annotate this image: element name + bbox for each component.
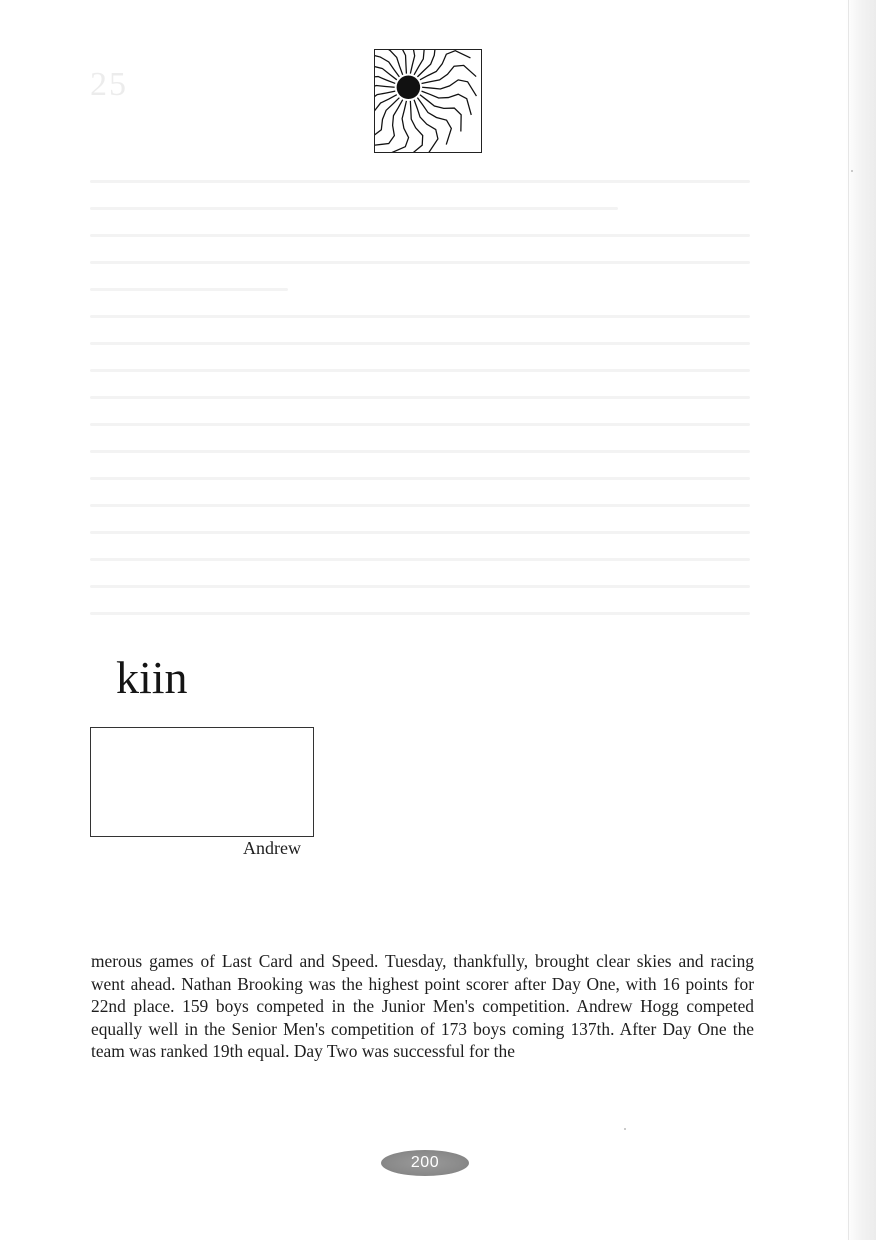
- photo-caption: Andrew: [243, 838, 301, 858]
- faded-text-line: [90, 612, 750, 615]
- sun-ray: [414, 50, 445, 75]
- sun-ray: [375, 98, 399, 136]
- sun-ray: [422, 91, 472, 115]
- faded-text-line: [90, 288, 288, 291]
- faded-text-line: [90, 369, 750, 372]
- faded-text-line: [90, 450, 750, 453]
- page-edge-line: [848, 0, 849, 1240]
- faded-text-line: [90, 477, 750, 480]
- faded-text-line: [90, 396, 750, 399]
- faded-text-line: [90, 558, 750, 561]
- page-number-badge: [381, 1150, 469, 1176]
- scan-speck: [624, 1128, 626, 1130]
- sun-emblem-icon: [374, 49, 482, 153]
- body-paragraph-text: merous games of Last Card and Speed. Tuesday, thankfully, brought clear skies and racing went ahead. Nathan Brooking was the highest point scorer after Day One, with 16 points for 22nd place. 159 boys competed in the Junior Men's competition. Andrew Hogg competed equally well in the Senior Men's competition of 173 boys coming 137th. After Day One the team was ranked 19th equal. Day Two was successful for the: [91, 951, 754, 1062]
- faded-header-mark: [90, 66, 290, 110]
- sun-ray: [375, 100, 403, 146]
- sun-ray: [420, 95, 461, 132]
- sun-ray: [409, 101, 422, 152]
- body-paragraph: [91, 950, 754, 1063]
- page-edge-shadow: [846, 0, 876, 1240]
- scan-speck: [851, 170, 853, 172]
- faded-text-line: [90, 261, 750, 264]
- section-heading: kiin: [116, 652, 188, 703]
- faded-text-line: [90, 423, 750, 426]
- faded-text-line: [90, 531, 750, 534]
- faded-text-line: [90, 180, 750, 183]
- sun-core: [397, 76, 421, 100]
- faded-text-line: [90, 207, 618, 210]
- sun-ray: [414, 100, 438, 152]
- faded-text-line: [90, 342, 750, 345]
- page-number: 200: [410, 1154, 440, 1171]
- faded-bleed-through-text: [90, 180, 750, 639]
- faded-text-line: [90, 585, 750, 588]
- faded-text-line: [90, 315, 750, 318]
- faded-text-line: [90, 504, 750, 507]
- sun-ray: [379, 50, 403, 75]
- faded-text-line: [90, 234, 750, 237]
- sun-ray: [375, 60, 395, 84]
- header-mark-text: 25: [90, 66, 128, 103]
- sun-ray: [422, 80, 476, 96]
- photo-frame: [90, 727, 314, 837]
